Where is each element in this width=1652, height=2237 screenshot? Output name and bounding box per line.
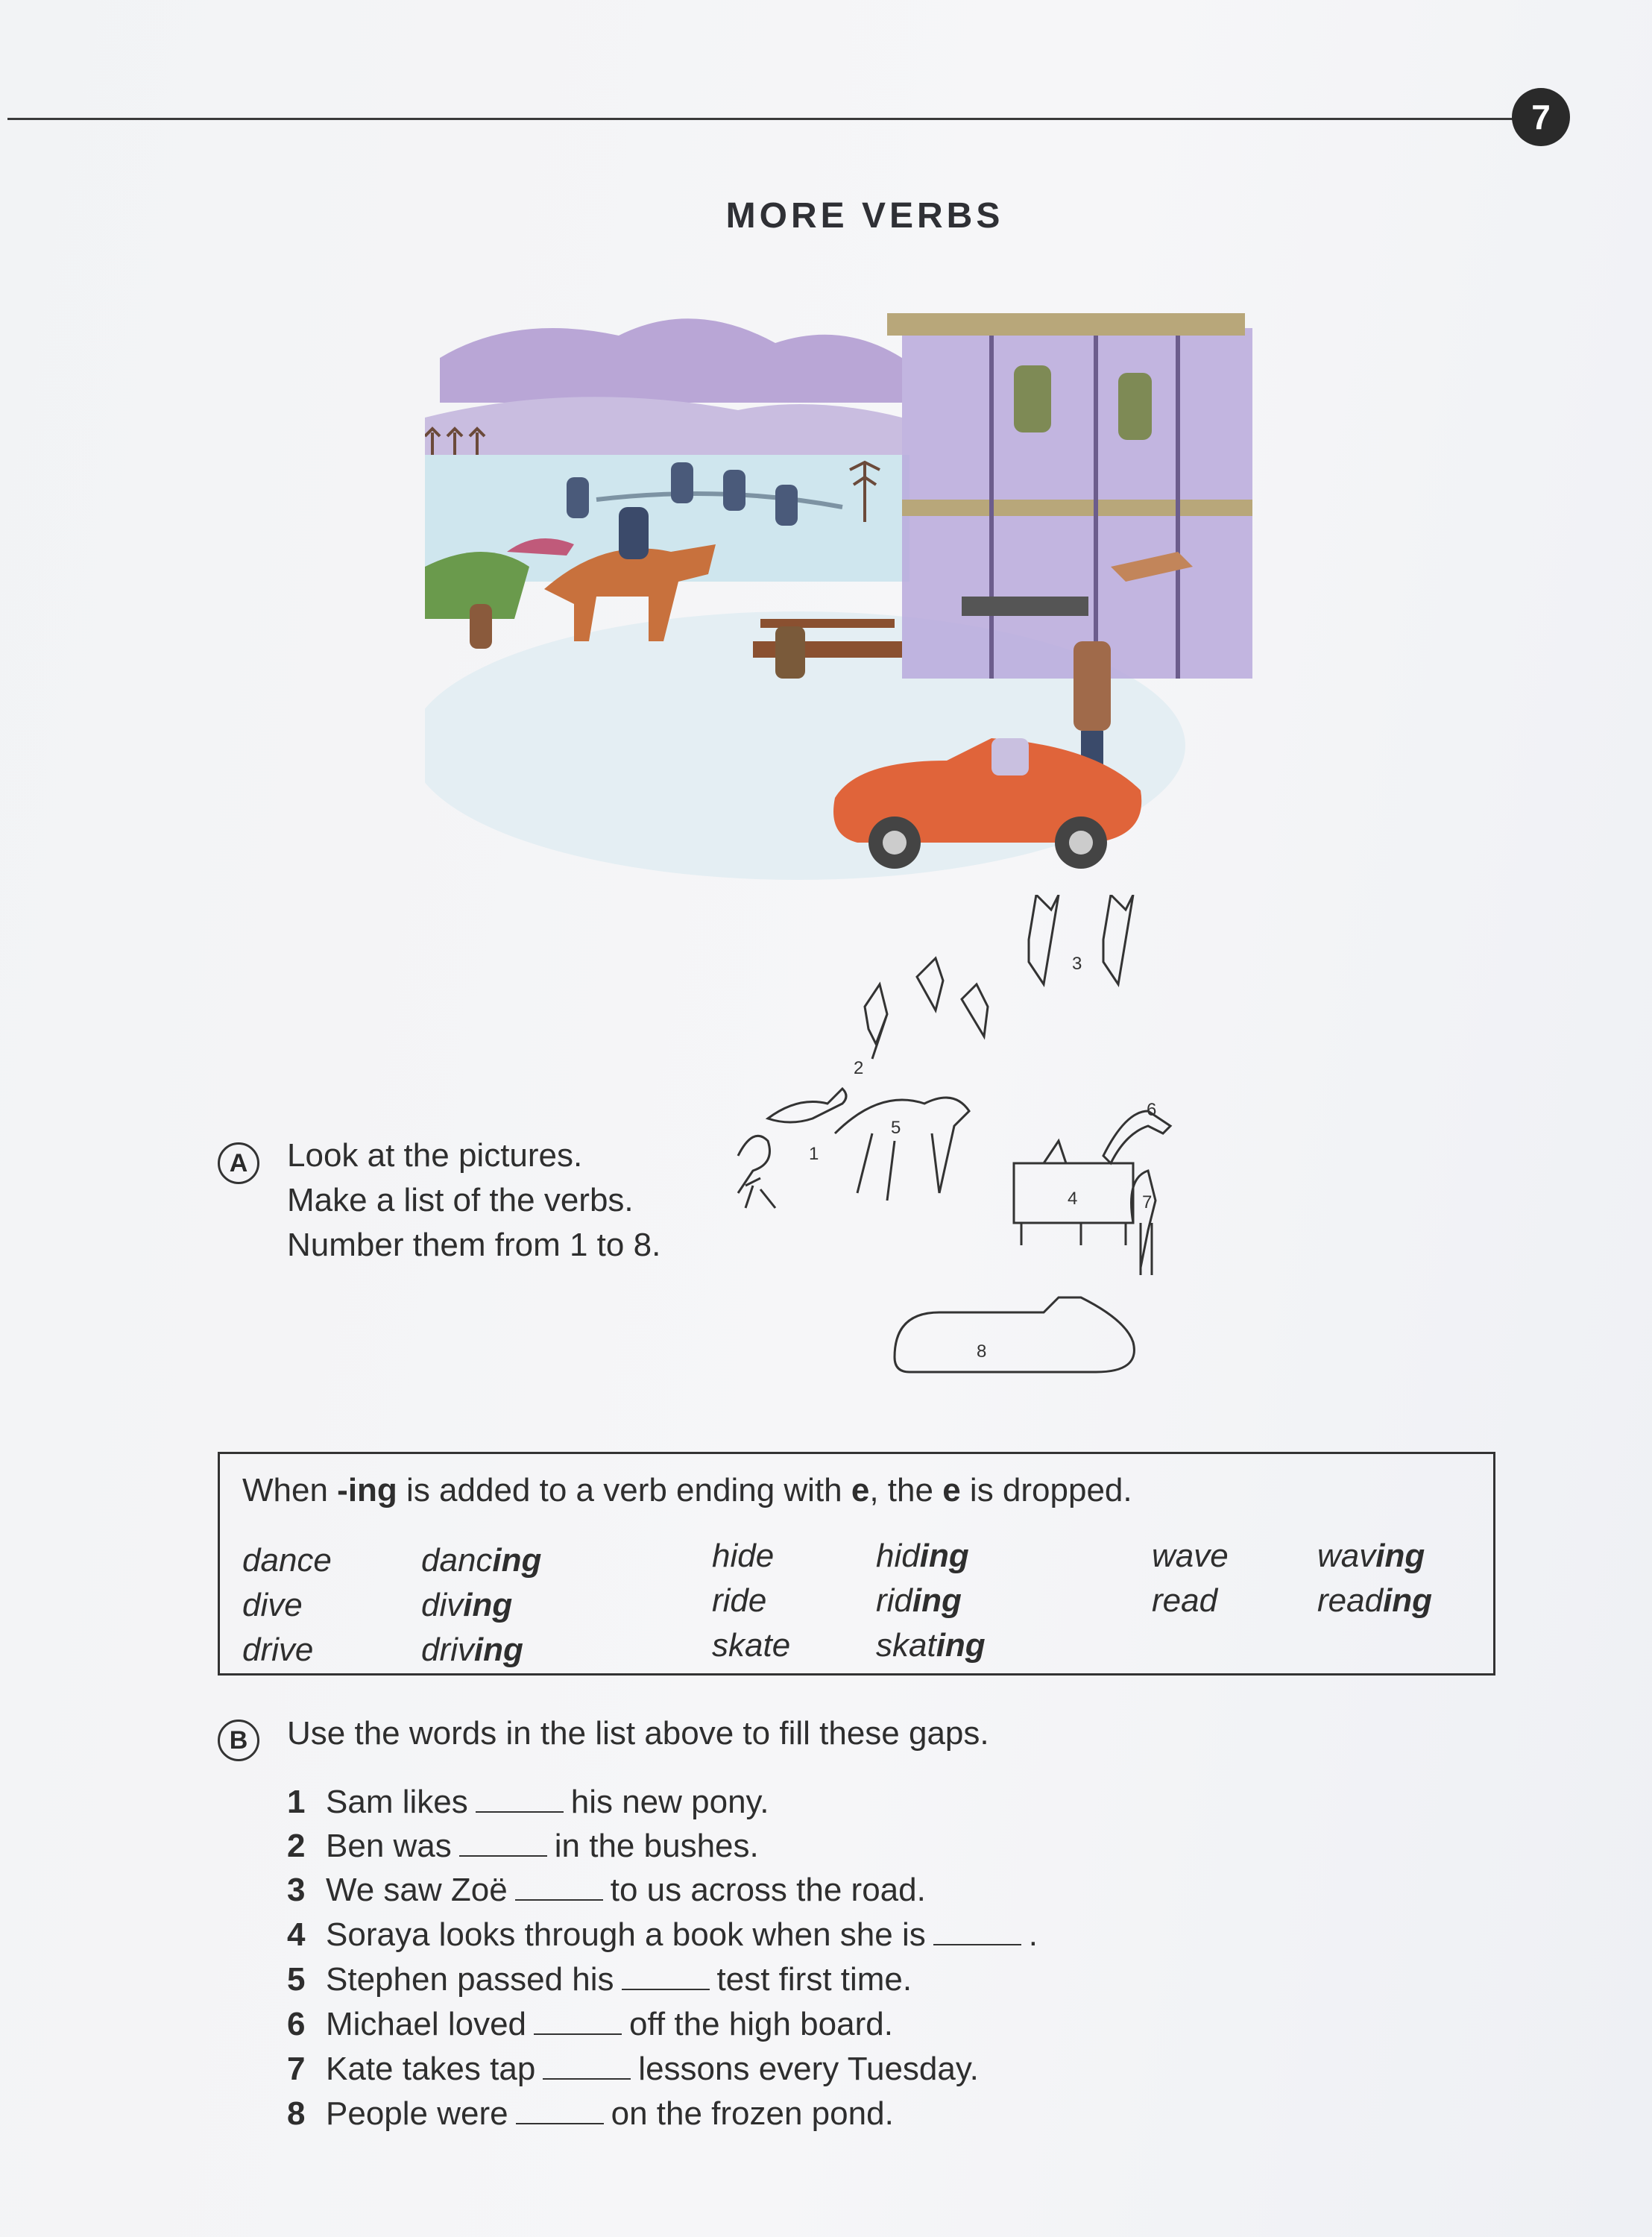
gap-fill-sentence: 4 Soraya looks through a book when she is . [287,1916,1038,1953]
gap-fill-sentence: 6 Michael loved off the high board. [287,2006,893,2042]
gap-fill-sentence: 8 People were on the frozen pond. [287,2095,894,2132]
answer-gap[interactable] [622,1962,710,1990]
ing-form: riding [876,1582,962,1619]
ing-form: reading [1317,1582,1433,1619]
page-title: MORE VERBS [725,196,1004,236]
answer-gap[interactable] [516,2096,604,2124]
svg-text:2: 2 [854,1058,864,1078]
answer-gap[interactable] [459,1828,547,1857]
answer-gap[interactable] [933,1917,1021,1945]
page-number-badge: 7 [1512,88,1570,146]
base-verb: dance [242,1542,332,1579]
gap-fill-sentence: 2 Ben was in the bushes. [287,1828,759,1864]
instruction-line: Number them from 1 to 8. [287,1227,661,1263]
ing-form: dancing [421,1542,542,1579]
numbered-outline-figures [693,895,1290,1417]
ing-form: skating [876,1627,986,1664]
base-verb: hide [712,1538,775,1574]
answer-gap[interactable] [515,1872,603,1901]
answer-gap[interactable] [534,2007,622,2035]
exercise-a-instructions [287,1133,661,1268]
base-verb: skate [712,1627,791,1664]
exercise-b-label: B [218,1720,259,1761]
base-verb: read [1152,1582,1218,1619]
base-verb: wave [1152,1538,1229,1574]
svg-text:8: 8 [977,1341,987,1362]
svg-text:1: 1 [809,1144,819,1164]
instruction-line: Make a list of the verbs. [287,1182,634,1218]
exercise-a-label: A [218,1142,259,1184]
header-rule [7,118,1528,120]
ing-form: waving [1317,1538,1425,1574]
svg-text:5: 5 [891,1118,901,1138]
scene-illustration [425,268,1252,910]
svg-text:3: 3 [1072,954,1082,974]
instruction-line: Look at the pictures. [287,1137,583,1174]
base-verb: dive [242,1587,303,1623]
base-verb: drive [242,1632,314,1668]
svg-text:7: 7 [1142,1192,1153,1212]
svg-text:6: 6 [1147,1100,1157,1120]
answer-gap[interactable] [543,2051,631,2080]
ing-form: diving [421,1587,513,1623]
spelling-rule-text: When -ing is added to a verb ending with e, the e is dropped. [242,1472,1132,1508]
ing-form: hiding [876,1538,969,1574]
base-verb: ride [712,1582,767,1619]
svg-text:4: 4 [1068,1189,1078,1209]
gap-fill-sentence: 1 Sam likes his new pony. [287,1784,769,1820]
gap-fill-sentence: 3 We saw Zoë to us across the road. [287,1872,926,1908]
exercise-b-instruction: Use the words in the list above to fill these gaps. [287,1715,989,1752]
answer-gap[interactable] [476,1784,564,1813]
spelling-rule-box [218,1452,1495,1676]
gap-fill-sentence: 5 Stephen passed his test first time. [287,1961,912,1998]
gap-fill-sentence: 7 Kate takes tap lessons every Tuesday. [287,2051,979,2087]
ing-form: driving [421,1632,523,1668]
